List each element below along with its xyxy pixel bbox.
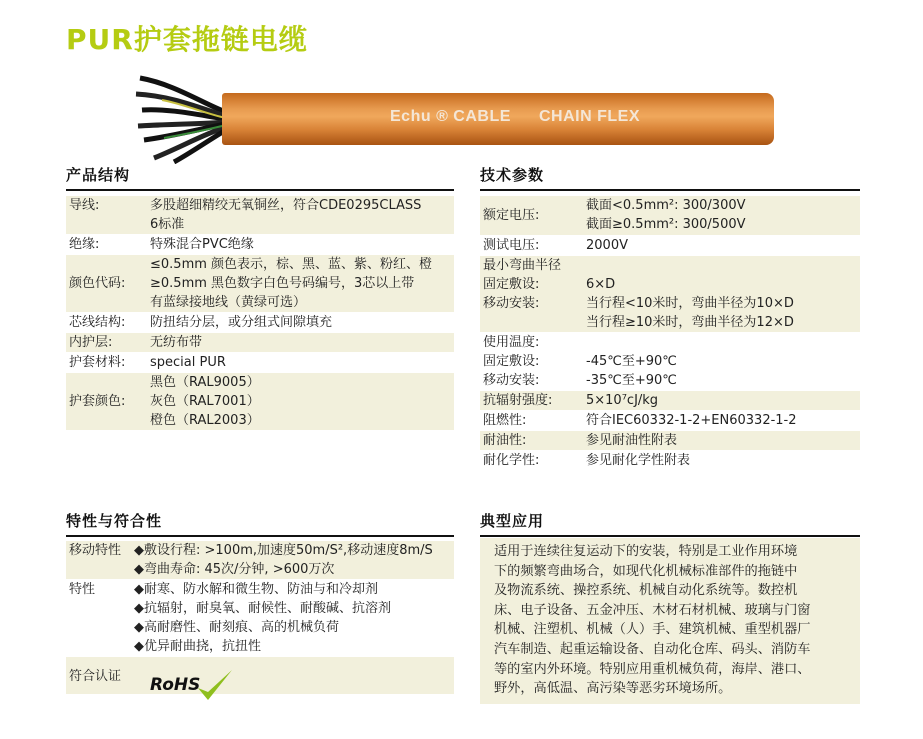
param-key: 耐化学性: [483,453,540,468]
feature-value [134,580,454,656]
param-row-bend-radius [480,256,860,333]
structure-value-line: 特殊混合PVC绝缘 [150,237,254,252]
structure-row [66,313,454,333]
applications-divider [480,535,860,537]
structure-row [66,235,454,255]
param-value: 2000V [586,238,628,253]
structure-value-line: ≤0.5mm 颜色表示，棕、黑、蓝、紫、粉红、橙 [150,257,433,272]
structure-row [66,196,454,235]
param-value: 参见耐化学性附表 [586,453,691,468]
param-key-line: 固定敷设: [483,354,540,369]
param-key-line: 移动安装: [483,296,540,311]
param-row-oil [480,431,860,451]
param-key [480,256,586,332]
page-title: PUR护套拖链电缆 [66,23,308,56]
param-value-line: -35℃至+90℃ [586,373,677,388]
structure-value-line: 有蓝绿接地线（黄绿可选） [150,295,307,310]
param-key: 耐油性: [483,433,527,448]
param-key-line: 移动安装: [483,373,540,388]
feature-row-cert [66,657,454,695]
param-key-line: 固定敷设: [483,277,540,292]
cable-brand-text: Echu ® CABLE [390,108,511,125]
structure-value [150,353,454,372]
params-table [480,196,860,471]
applications-text [480,538,860,704]
structure-value-line: 无纺布带 [150,335,203,350]
cable-series-text: CHAIN FLEX [539,108,640,125]
param-value-line: 6×D [586,277,616,292]
feature-row-properties [66,580,454,657]
structure-title: 产品结构 [66,166,131,184]
feature-row-motion [66,541,454,580]
feature-line: ◆高耐磨性、耐刻痕、高的机械负荷 [134,620,339,635]
applications-line: 机械、注塑机、机械（人）手、建筑机械、重型机器厂 [494,622,811,638]
applications-line: 床、电子设备、五金冲压、木材石材机械、玻璃与门窗 [494,602,811,618]
structure-key: 导线: [69,198,100,213]
structure-row [66,353,454,373]
applications-title: 典型应用 [480,512,545,530]
structure-value-line: 6标准 [150,217,185,232]
param-value-line: -45℃至+90℃ [586,354,677,369]
structure-value [150,333,454,352]
structure-value [150,255,454,312]
feature-line: ◆敷设行程: >100m,加速度50m/S²,移动速度8m/S [134,543,433,558]
param-key: 额定电压: [483,208,540,223]
param-value: 符合IEC60332-1-2+EN60332-1-2 [586,413,797,428]
param-key: 抗辐射强度: [483,393,553,408]
applications-line: 及物流系统、操控系统、机械自动化系统等。数控机 [494,583,798,599]
features-title: 特性与符合性 [66,512,163,530]
structure-key: 芯线结构: [69,315,126,330]
structure-row [66,333,454,353]
cable-sheath [222,93,774,145]
structure-table [66,196,454,431]
structure-value-line: 黑色（RAL9005） [150,375,260,390]
applications-line: 汽车制造、起重运输设备、自动化仓库、码头、消防车 [494,641,811,657]
cable-image [134,74,774,164]
feature-line: ◆优异耐曲挠，抗扭性 [134,639,261,654]
structure-value-line: 多股超细精绞无氧铜丝，符合CDE0295CLASS [150,198,422,213]
param-value: 参见耐油性附表 [586,433,678,448]
structure-key: 绝缘: [69,237,100,252]
param-row-test-voltage [480,236,860,256]
param-key-line: 使用温度: [483,335,540,350]
params-divider [480,189,860,191]
param-value [586,256,860,332]
param-value-line: 截面≥0.5mm²: 300/500V [586,217,746,232]
param-value-line: 截面<0.5mm²: 300/300V [586,198,746,213]
param-key: 阻燃性: [483,413,527,428]
structure-key: 内护层: [69,335,113,350]
applications-line: 等的室内外环境。特别应用重机械负荷，海岸、港口、 [494,661,811,677]
structure-value [150,313,454,332]
param-row-flame [480,411,860,431]
svg-text:RoHS: RoHS [150,675,201,695]
param-key: 测试电压: [483,238,540,253]
param-row-radiation [480,391,860,411]
structure-value-line: 灰色（RAL7001） [150,394,260,409]
structure-value [150,373,454,430]
params-title: 技术参数 [480,166,545,184]
cable-wires-illustration [134,74,234,164]
feature-line: ◆弯曲寿命: 45次/分钟, >600万次 [134,562,335,577]
structure-divider [66,189,454,191]
feature-line: ◆抗辐射，耐臭氧、耐候性、耐酸碱、抗溶剂 [134,601,391,616]
param-value [586,196,860,235]
structure-value-line: special PUR [150,355,226,370]
structure-row [66,255,454,313]
param-value: 5×10⁷cJ/kg [586,393,659,408]
features-divider [66,535,454,537]
feature-key: 特性 [69,582,96,597]
structure-key: 颜色代码: [69,276,126,291]
feature-line: ◆耐寒、防水解和微生物、防油与和冷却剂 [134,582,378,597]
structure-value-line: ≥0.5mm 黑色数字白色号码编号，3芯以上带 [150,276,415,291]
param-value-line: 当行程≥10米时，弯曲半径为12×D [586,315,794,330]
applications-line: 适用于连续往复运动下的安装，特别是工业作用环境 [494,544,798,559]
feature-key: 符合认证 [69,669,122,684]
applications-line: 下的频繁弯曲场合，如现代化机械标准部件的拖链中 [494,563,798,579]
param-row-temperature [480,333,860,391]
structure-key: 护套颜色: [69,394,126,409]
applications-line: 野外，高低温、高污染等恶劣环境场所。 [494,681,732,697]
param-value [586,333,860,390]
param-key-line: 最小弯曲半径 [483,258,562,273]
rohs-logo [148,668,236,704]
structure-value-line: 防扭结分层，或分组式间隙填充 [150,315,333,330]
features-table [66,541,454,695]
structure-row [66,373,454,431]
structure-value-line: 橙色（RAL2003） [150,413,260,428]
param-value-line: 当行程<10米时，弯曲半径为10×D [586,296,794,311]
structure-value [150,235,454,254]
feature-key: 移动特性 [69,543,122,558]
param-key [480,333,586,390]
param-row-chemical [480,451,860,471]
structure-value [150,196,454,234]
param-row-rated-voltage [480,196,860,236]
feature-value [134,541,454,579]
structure-key: 护套材料: [69,355,126,370]
